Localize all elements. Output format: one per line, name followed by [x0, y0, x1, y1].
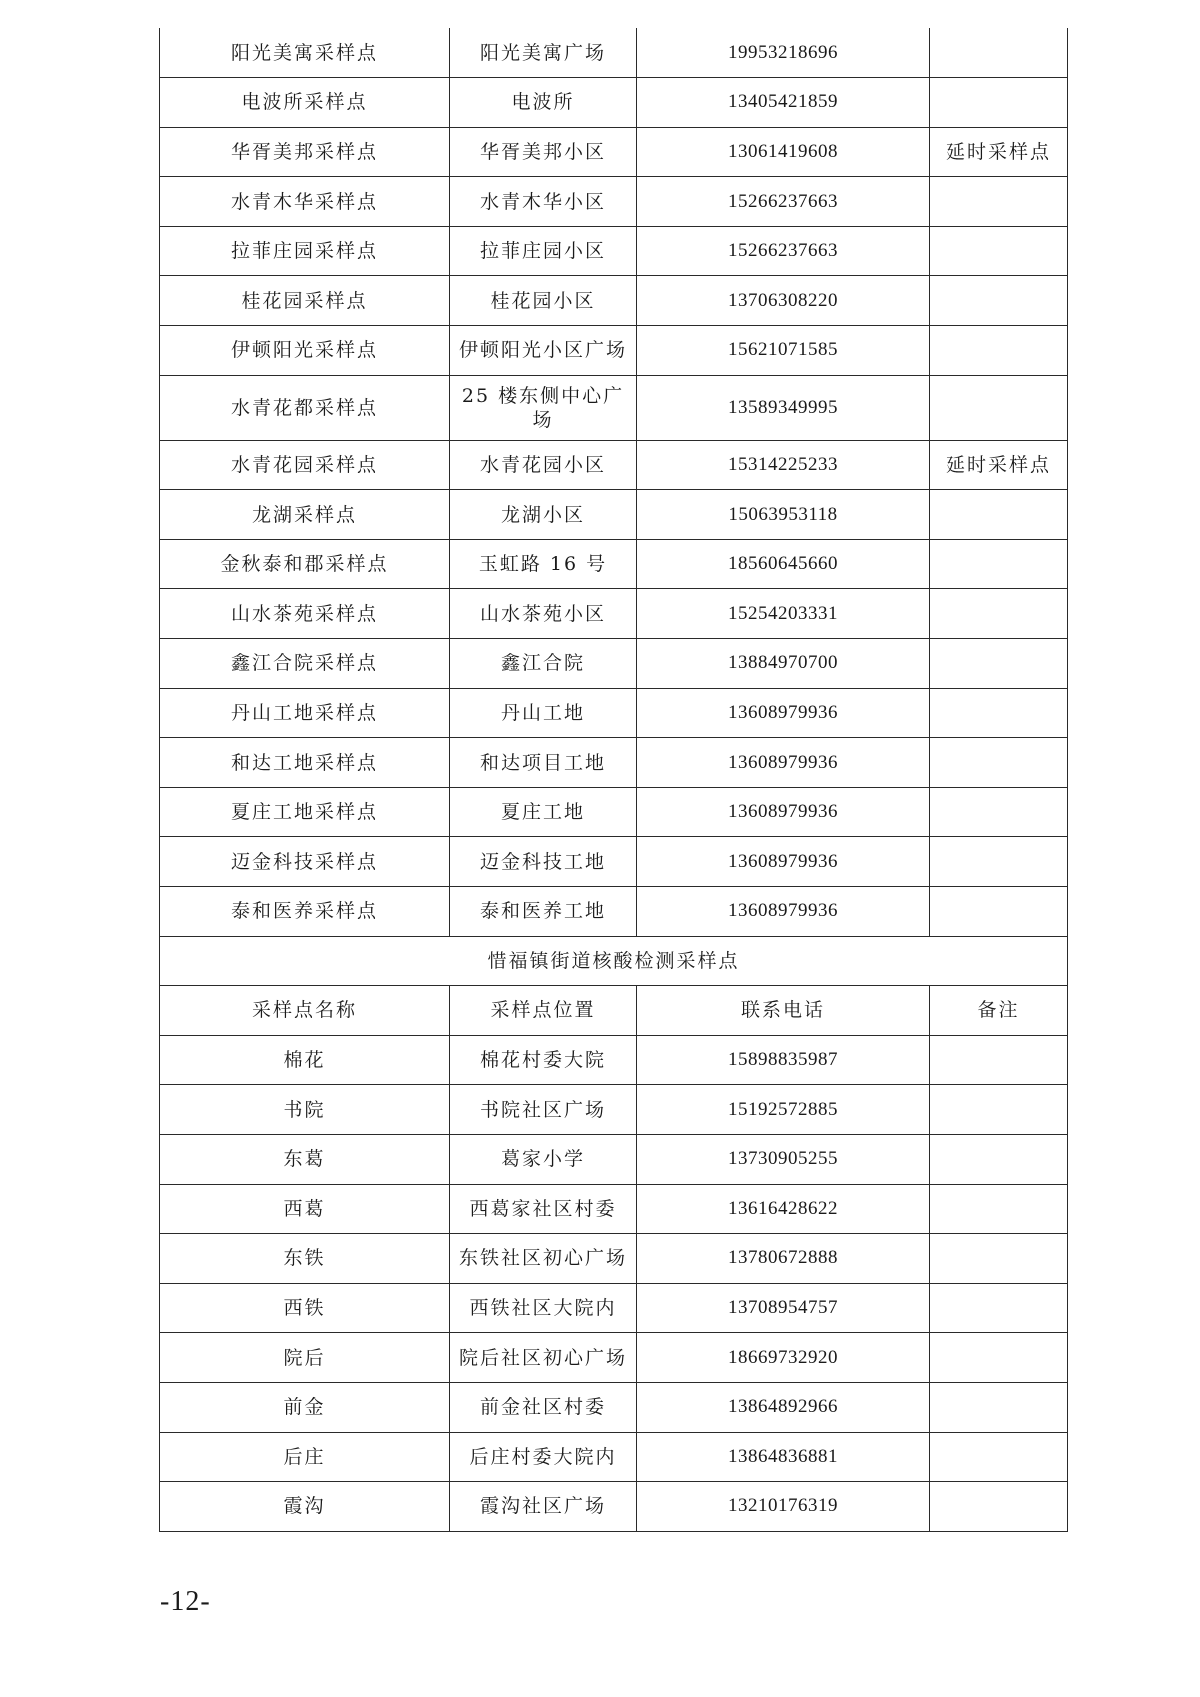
- cell-name: 书院: [160, 1085, 450, 1135]
- cell-note: [930, 787, 1068, 837]
- cell-note: [930, 738, 1068, 788]
- cell-name: 山水茶苑采样点: [160, 589, 450, 639]
- cell-phone: 13708954757: [637, 1283, 930, 1333]
- cell-name: 棉花: [160, 1035, 450, 1085]
- table-row: [160, 78, 1068, 128]
- cell-name: 丹山工地采样点: [160, 688, 450, 738]
- cell-name: 拉菲庄园采样点: [160, 226, 450, 276]
- cell-phone: 13864836881: [637, 1432, 930, 1482]
- table-row: [160, 887, 1068, 937]
- cell-note: [930, 688, 1068, 738]
- cell-phone: 13210176319: [637, 1482, 930, 1532]
- cell-location: 棉花村委大院: [450, 1035, 637, 1085]
- table-row: [160, 177, 1068, 227]
- section-title: 惜福镇街道核酸检测采样点: [160, 936, 1068, 986]
- cell-location: 阳光美寓广场: [450, 28, 637, 78]
- cell-location: 拉菲庄园小区: [450, 226, 637, 276]
- cell-note: [930, 78, 1068, 128]
- cell-location: 夏庄工地: [450, 787, 637, 837]
- table-row: [160, 1283, 1068, 1333]
- cell-name: 前金: [160, 1382, 450, 1432]
- cell-note: [930, 177, 1068, 227]
- cell-name: 东葛: [160, 1134, 450, 1184]
- table-row: [160, 639, 1068, 689]
- cell-phone: 13706308220: [637, 276, 930, 326]
- cell-note: [930, 1134, 1068, 1184]
- table-row: [160, 787, 1068, 837]
- cell-name: 金秋泰和郡采样点: [160, 539, 450, 589]
- cell-phone: 15621071585: [637, 326, 930, 376]
- table-body-bottom: [160, 1035, 1068, 1531]
- table-row: [160, 1085, 1068, 1135]
- cell-phone: 18669732920: [637, 1333, 930, 1383]
- cell-note: [930, 1333, 1068, 1383]
- header-phone: 联系电话: [637, 986, 930, 1036]
- cell-name: 鑫江合院采样点: [160, 639, 450, 689]
- cell-note: [930, 326, 1068, 376]
- cell-location: 西铁社区大院内: [450, 1283, 637, 1333]
- cell-note: [930, 1482, 1068, 1532]
- cell-name: 院后: [160, 1333, 450, 1383]
- table-body-top: [160, 28, 1068, 936]
- cell-note: [930, 1085, 1068, 1135]
- cell-location: 丹山工地: [450, 688, 637, 738]
- section-title-body: [160, 936, 1068, 1035]
- cell-note: [930, 276, 1068, 326]
- cell-phone: 13608979936: [637, 738, 930, 788]
- table-row: [160, 226, 1068, 276]
- table-row: [160, 1333, 1068, 1383]
- cell-note: [930, 1035, 1068, 1085]
- page-number: -12-: [160, 1586, 211, 1617]
- header-name: 采样点名称: [160, 986, 450, 1036]
- cell-phone: 13608979936: [637, 887, 930, 937]
- cell-phone: 15266237663: [637, 226, 930, 276]
- cell-name: 水青木华采样点: [160, 177, 450, 227]
- table-row: [160, 440, 1068, 490]
- cell-name: 水青花园采样点: [160, 440, 450, 490]
- cell-phone: 13864892966: [637, 1382, 930, 1432]
- table-row: [160, 1134, 1068, 1184]
- cell-location: 桂花园小区: [450, 276, 637, 326]
- cell-note: [930, 639, 1068, 689]
- cell-phone: 13608979936: [637, 688, 930, 738]
- cell-note: [930, 589, 1068, 639]
- cell-note: 延时采样点: [930, 127, 1068, 177]
- table-row: [160, 738, 1068, 788]
- cell-phone: 13061419608: [637, 127, 930, 177]
- cell-location: 书院社区广场: [450, 1085, 637, 1135]
- cell-name: 水青花都采样点: [160, 375, 450, 440]
- cell-name: 华胥美邦采样点: [160, 127, 450, 177]
- cell-phone: 15266237663: [637, 177, 930, 227]
- table-row: [160, 589, 1068, 639]
- table-header-row: [160, 986, 1068, 1036]
- cell-phone: 13589349995: [637, 375, 930, 440]
- cell-note: [930, 375, 1068, 440]
- cell-location: 玉虹路 16 号: [450, 539, 637, 589]
- table-row: [160, 1234, 1068, 1284]
- cell-phone: 15192572885: [637, 1085, 930, 1135]
- cell-location: 和达项目工地: [450, 738, 637, 788]
- cell-note: [930, 1382, 1068, 1432]
- cell-name: 和达工地采样点: [160, 738, 450, 788]
- cell-location: 鑫江合院: [450, 639, 637, 689]
- cell-note: [930, 226, 1068, 276]
- cell-note: 延时采样点: [930, 440, 1068, 490]
- cell-note: [930, 887, 1068, 937]
- cell-location: 院后社区初心广场: [450, 1333, 637, 1383]
- cell-note: [930, 1184, 1068, 1234]
- cell-phone: 15898835987: [637, 1035, 930, 1085]
- cell-location: 山水茶苑小区: [450, 589, 637, 639]
- cell-name: 阳光美寓采样点: [160, 28, 450, 78]
- cell-phone: 18560645660: [637, 539, 930, 589]
- section-title-row: [160, 936, 1068, 986]
- cell-location: 华胥美邦小区: [450, 127, 637, 177]
- cell-name: 夏庄工地采样点: [160, 787, 450, 837]
- cell-name: 西铁: [160, 1283, 450, 1333]
- cell-phone: 13405421859: [637, 78, 930, 128]
- table-row: [160, 539, 1068, 589]
- table-row: [160, 375, 1068, 440]
- table-row: [160, 837, 1068, 887]
- cell-location: 泰和医养工地: [450, 887, 637, 937]
- cell-name: 后庄: [160, 1432, 450, 1482]
- cell-name: 桂花园采样点: [160, 276, 450, 326]
- cell-location: 霞沟社区广场: [450, 1482, 637, 1532]
- cell-name: 东铁: [160, 1234, 450, 1284]
- cell-location: 25 楼东侧中心广场: [450, 375, 637, 440]
- cell-note: [930, 837, 1068, 887]
- table-row: [160, 1432, 1068, 1482]
- cell-phone: 19953218696: [637, 28, 930, 78]
- header-location: 采样点位置: [450, 986, 637, 1036]
- cell-location: 水青花园小区: [450, 440, 637, 490]
- cell-note: [930, 28, 1068, 78]
- cell-phone: 13884970700: [637, 639, 930, 689]
- table-row: [160, 490, 1068, 540]
- cell-location: 西葛家社区村委: [450, 1184, 637, 1234]
- cell-location: 迈金科技工地: [450, 837, 637, 887]
- cell-name: 龙湖采样点: [160, 490, 450, 540]
- table-row: [160, 326, 1068, 376]
- table-row: [160, 1482, 1068, 1532]
- cell-location: 龙湖小区: [450, 490, 637, 540]
- cell-note: [930, 539, 1068, 589]
- cell-location: 水青木华小区: [450, 177, 637, 227]
- sampling-points-table: [159, 28, 1068, 1532]
- cell-name: 西葛: [160, 1184, 450, 1234]
- cell-location: 葛家小学: [450, 1134, 637, 1184]
- table-row: [160, 28, 1068, 78]
- cell-phone: 13616428622: [637, 1184, 930, 1234]
- header-note: 备注: [930, 986, 1068, 1036]
- cell-phone: 15314225233: [637, 440, 930, 490]
- cell-note: [930, 1283, 1068, 1333]
- cell-name: 伊顿阳光采样点: [160, 326, 450, 376]
- cell-note: [930, 490, 1068, 540]
- table-row: [160, 1035, 1068, 1085]
- cell-name: 泰和医养采样点: [160, 887, 450, 937]
- cell-location: 前金社区村委: [450, 1382, 637, 1432]
- cell-location: 伊顿阳光小区广场: [450, 326, 637, 376]
- cell-location: 东铁社区初心广场: [450, 1234, 637, 1284]
- table-row: [160, 276, 1068, 326]
- table-row: [160, 1184, 1068, 1234]
- cell-location: 电波所: [450, 78, 637, 128]
- cell-note: [930, 1234, 1068, 1284]
- cell-name: 霞沟: [160, 1482, 450, 1532]
- table-row: [160, 127, 1068, 177]
- cell-phone: 15254203331: [637, 589, 930, 639]
- cell-phone: 13780672888: [637, 1234, 930, 1284]
- cell-note: [930, 1432, 1068, 1482]
- cell-name: 迈金科技采样点: [160, 837, 450, 887]
- cell-phone: 13608979936: [637, 787, 930, 837]
- cell-location: 后庄村委大院内: [450, 1432, 637, 1482]
- cell-name: 电波所采样点: [160, 78, 450, 128]
- cell-phone: 15063953118: [637, 490, 930, 540]
- table-row: [160, 1382, 1068, 1432]
- cell-phone: 13608979936: [637, 837, 930, 887]
- table-row: [160, 688, 1068, 738]
- cell-phone: 13730905255: [637, 1134, 930, 1184]
